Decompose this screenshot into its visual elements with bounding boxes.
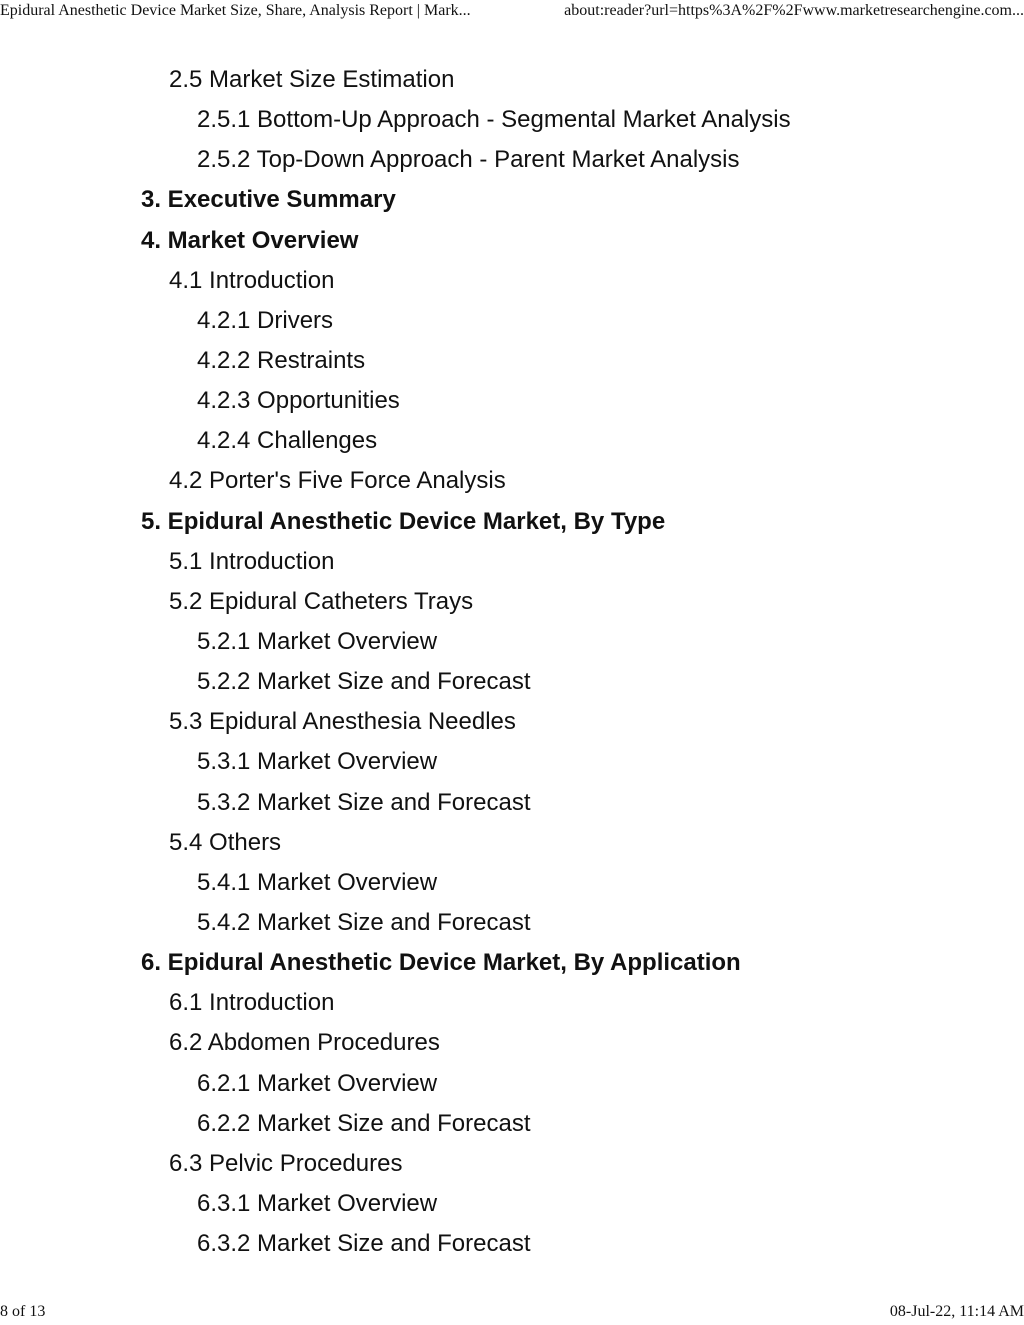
toc-entry: 5.3 Epidural Anesthesia Needles (169, 708, 516, 736)
toc-entry: 6.2 Abdomen Procedures (169, 1029, 440, 1057)
toc-entry: 2.5 Market Size Estimation (169, 66, 455, 93)
toc-entry: 6.3 Pelvic Procedures (169, 1149, 403, 1177)
print-header (0, 0, 1024, 24)
toc-entry: 5.4 Others (169, 828, 282, 856)
toc-entry: 4.2.1 Drivers (197, 306, 334, 334)
toc-entry: 4.2 Porter's Five Force Analysis (169, 467, 506, 495)
toc-entry: 2.5.1 Bottom-Up Approach - Segmental Market Analysis (197, 106, 791, 134)
print-timestamp: 08-Jul-22, 11:14 AM (889, 1303, 1024, 1320)
toc-entry: 2.5.2 Top-Down Approach - Parent Market Analysis (197, 146, 740, 174)
toc-section-heading: 4. Market Overview (141, 226, 359, 254)
toc-entry: 5.4.2 Market Size and Forecast (197, 908, 531, 936)
toc-entry: 5.4.1 Market Overview (197, 868, 438, 896)
toc-entry: 6.3.1 Market Overview (197, 1189, 438, 1217)
page-title: Epidural Anesthetic Device Market Size, Share, Analysis Report | Mark... (0, 2, 471, 19)
table-of-contents (0, 60, 1024, 1264)
toc-entry: 6.2.1 Market Overview (197, 1069, 438, 1097)
page-count: 8 of 13 (0, 1303, 46, 1320)
toc-entry: 5.1 Introduction (169, 547, 335, 575)
page-url: about:reader?url=https%3A%2F%2Fwww.marketresearchengine.com... (564, 2, 1024, 19)
toc-entry: 4.1 Introduction (169, 266, 335, 294)
toc-entry: 5.3.1 Market Overview (197, 748, 438, 776)
toc-entry: 5.3.2 Market Size and Forecast (197, 788, 531, 816)
toc-section-heading: 5. Epidural Anesthetic Device Market, By Type (141, 507, 666, 535)
toc-section-heading: 3. Executive Summary (141, 186, 396, 214)
toc-entry: 6.3.2 Market Size and Forecast (197, 1230, 531, 1258)
toc-entry: 5.2 Epidural Catheters Trays (169, 587, 474, 615)
toc-entry: 6.1 Introduction (169, 989, 335, 1017)
toc-entry: 4.2.2 Restraints (197, 346, 366, 374)
toc-entry: 5.2.2 Market Size and Forecast (197, 668, 531, 696)
print-footer (0, 1301, 1024, 1325)
toc-entry: 4.2.4 Challenges (197, 427, 378, 455)
toc-entry: 6.2.2 Market Size and Forecast (197, 1109, 531, 1137)
toc-entry: 4.2.3 Opportunities (197, 387, 400, 415)
toc-entry: 5.2.1 Market Overview (197, 627, 438, 655)
toc-section-heading: 6. Epidural Anesthetic Device Market, By Application (141, 949, 741, 977)
